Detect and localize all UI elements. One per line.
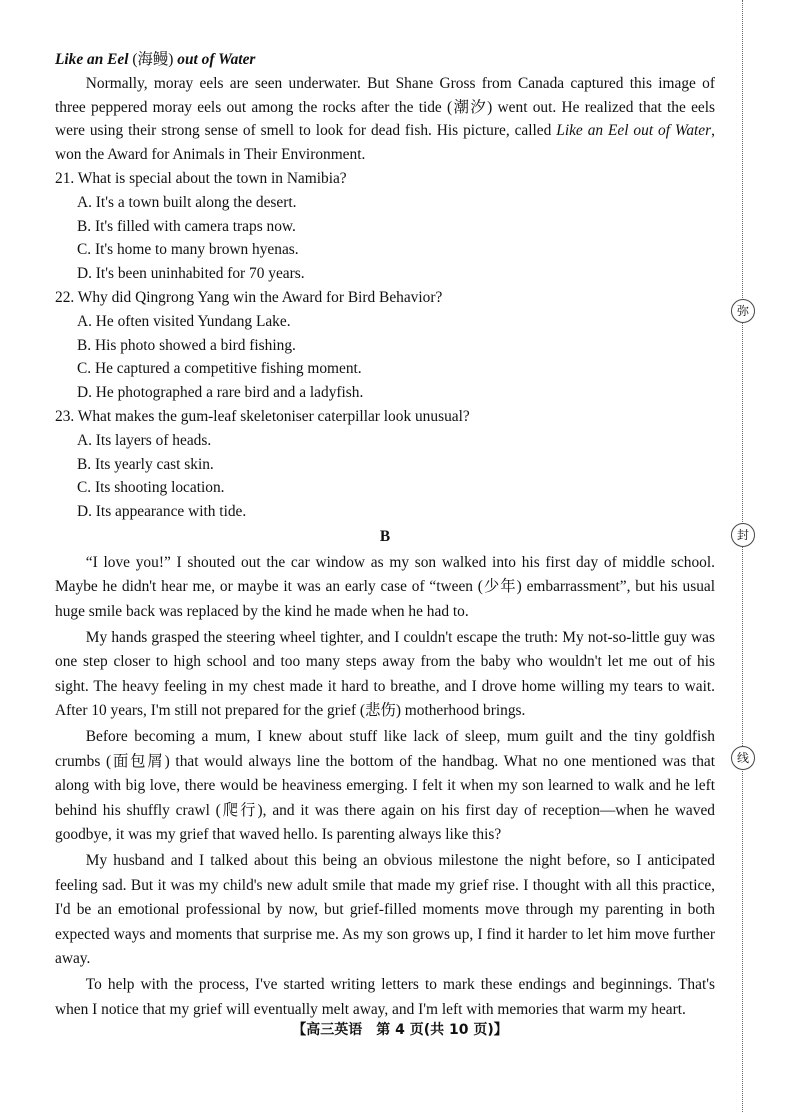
binding-mark-feng: 封	[731, 523, 755, 547]
exam-page	[55, 48, 715, 1024]
paragraph-3: Before becoming a mum, I knew about stuff like lack of sleep, mum guilt and the tiny goldfish crumbs (面包屑) that would always line the bottom of the handbag. What no one mentioned was that along with big love, there would be heaviness emerging. I felt it when my son learned to walk and he left behind his shuffly crawl (爬行), and it was there again on his first day of reception—when he waved goodbye, it was my grief that waved hello. Is parenting always like this?	[55, 728, 715, 844]
title-cn: (海鳗)	[132, 51, 174, 68]
option-c: C. It's home to many brown hyenas.	[77, 241, 299, 259]
option-d: D. He photographed a rare bird and a ladyfish.	[77, 384, 364, 402]
passage-b	[55, 551, 715, 1023]
section-label: B	[379, 527, 391, 545]
option-a: A. Its layers of heads.	[77, 431, 212, 449]
question-stem: 23. What makes the gum-leaf skeletoniser caterpillar look unusual?	[55, 407, 470, 425]
title-part-1: Like an Eel	[55, 51, 129, 68]
paragraph-4: My husband and I talked about this being an obvious milestone the night before, so I anticipated feeling sad. But it was my child's new adult smile that made my grief rise. I thought with all this practice, I'd be an emotional professional by now, but grief-filled moments move through my parenting in both expected ways and moments that surprise me. As my son grows up, I find it harder to let him move further away.	[55, 852, 715, 968]
option-c: C. He captured a competitive fishing moment.	[77, 360, 362, 378]
binding-mark-xian: 线	[731, 746, 755, 770]
paragraph-5: To help with the process, I've started writing letters to mark these endings and beginnings. That's when I notice that my grief will eventually melt away, and I'm left with memories that warm my heart.	[55, 976, 715, 1018]
passage-text-2: , won the Award for Animals in Their Environment.	[55, 122, 715, 164]
option-a: A. He often visited Yundang Lake.	[77, 312, 291, 330]
option-c: C. Its shooting location.	[77, 479, 225, 497]
paragraph-1: “I love you!” I shouted out the car window as my son walked into his first day of middle school. Maybe he didn't hear me, or maybe it was an early case of “tween (少年) embarrassment”, but his usual huge smile back was replaced by the kind he made when he had to.	[55, 553, 715, 620]
page-footer: 【高三英语 第 4 页(共 10 页)】	[292, 1022, 508, 1038]
title-part-2: out of Water	[177, 51, 256, 68]
options-grid	[55, 429, 715, 524]
option-b: B. Its yearly cast skin.	[77, 455, 214, 473]
passage-italic-title: Like an Eel out of Water	[556, 122, 712, 140]
option-d: D. Its appearance with tide.	[77, 503, 247, 521]
question-stem: 22. Why did Qingrong Yang win the Award for Bird Behavior?	[55, 288, 443, 306]
binding-line	[742, 0, 744, 1112]
options-grid	[55, 191, 715, 286]
paragraph-2: My hands grasped the steering wheel tighter, and I couldn't escape the truth: My not-so-little guy was one step closer to high school and too many steps away from the baby who wouldn't let me out of his sight. The heavy feeling in my chest made it hard to breathe, and I drove home willing my tears to wait. After 10 years, I'm still not prepared for the grief (悲伤) motherhood brings.	[55, 628, 715, 720]
passage-text-1: Normally, moray eels are seen underwater. But Shane Gross from Canada captured this image of three peppered moray eels out among the rocks after the tide (潮汐) went out. He realized that the eels were using their strong sense of smell to look for dead fish. His picture, called	[55, 74, 715, 140]
passage-paragraph	[55, 72, 715, 167]
binding-mark-mi: 弥	[731, 299, 755, 323]
option-b: B. It's filled with camera traps now.	[77, 217, 296, 235]
question-23	[55, 405, 715, 524]
option-a: A. It's a town built along the desert.	[77, 193, 297, 211]
passage-title	[55, 48, 715, 72]
option-d: D. It's been uninhabited for 70 years.	[77, 265, 305, 283]
question-21	[55, 167, 715, 286]
question-22	[55, 286, 715, 405]
question-stem: 21. What is special about the town in Namibia?	[55, 169, 347, 187]
option-b: B. His photo showed a bird fishing.	[77, 336, 296, 354]
